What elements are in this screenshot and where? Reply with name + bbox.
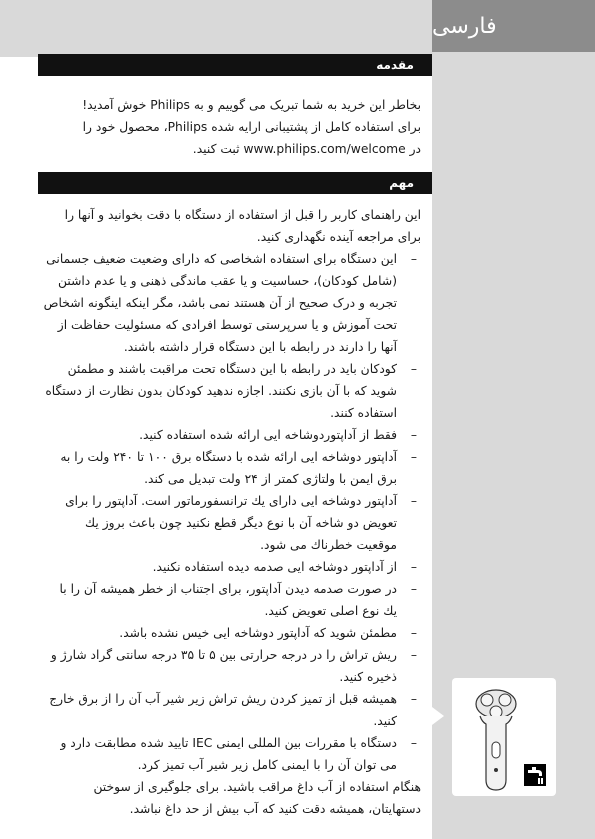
callout-pointer — [432, 707, 444, 725]
warning-list — [43, 248, 421, 776]
intro-heading-bar — [38, 54, 432, 76]
important-closing: هنگام استفاده از آب داغ مراقب باشید. برای جلوگیری از سوختن دستهایتان، همیشه دقت کنید که آب بیش از حد داغ نباشد. — [93, 780, 421, 816]
list-item: – ریش تراش را در درجه حرارتی بین ۵ تا ۳۵ درجه سانتی گراد شارژ و ذخیره کنید. — [43, 644, 421, 688]
list-item: – آداپتور دوشاخه ایی دارای یك ترانسفورماتور است. آداپتور را برای تعویض دو شاخه آن با نوع دیگر قطع نکنید چون باعث بروز یك موقعیت خطرناك می شود. — [43, 490, 421, 556]
intro-line-2: برای استفاده کامل از پشتیبانی ارایه شده Philips، محصول خود را — [82, 120, 421, 134]
water-tap-icon — [524, 764, 546, 786]
intro-heading: مقدمه — [376, 58, 414, 72]
intro-line-3: در www.philips.com/welcome ثبت کنید. — [192, 142, 421, 156]
list-item: – کودکان باید در رابطه با این دستگاه تحت مراقبت باشند و مطمئن شوید که با آن بازی نکنند. اجازه ندهید کودکان بدون نظارت از دستگاه استفاده کنند. — [43, 358, 421, 424]
language-tab — [432, 0, 595, 52]
intro-line-1: بخاطر این خرید به شما تبریک می گوییم و به Philips خوش آمدید! — [82, 98, 421, 112]
important-heading: مهم — [389, 176, 414, 190]
list-item: – در صورت صدمه دیدن آداپتور، برای اجتناب از خطر همیشه آن را با یك نوع اصلی تعویض کنید. — [43, 578, 421, 622]
important-lead: این راهنمای کاربر را قبل از استفاده از دستگاه با دقت بخوانید و آنها را برای مراجعه آینده نگهداری کنید. — [64, 208, 421, 244]
important-heading-bar — [38, 172, 432, 194]
important-section — [43, 204, 421, 820]
list-item: – همیشه قبل از تمیز کردن ریش تراش زیر شیر آب آن را از برق خارج کنید. — [43, 688, 421, 732]
language-label: فارسی — [432, 13, 497, 39]
list-item: – دستگاه با مقررات بین المللی ایمنی IEC تایید شده مطابقت دارد و می توان آن را با ایمنی کامل زیر شیر آب تمیز کرد. — [43, 732, 421, 776]
list-item: – این دستگاه برای استفاده اشخاصی که دارای وضعیت ضعیف جسمانی (شامل کودکان)، حساسیت و یا عقب ماندگی ذهنی و یا عدم داشتن تجربه و درک صحیح از آن هستند نمی باشد، مگر اینکه اینگونه اشخاص تحت آموزش و یا سرپرستی توسط افرادی که مسئولیت حفاظت از آنها را دارند در رابطه با این دستگاه قرار داشته باشند. — [43, 248, 421, 358]
list-item: – آداپتور دوشاخه ایی ارائه شده با دستگاه برق ۱۰۰ تا ۲۴۰ ولت را به برق ایمن با ولتاژی کمتر از ۲۴ ولت تبدیل می کند. — [43, 446, 421, 490]
list-item: – از آداپتور دوشاخه ایی صدمه دیده استفاده نکنید. — [43, 556, 421, 578]
list-item: – مطمئن شوید که آداپتور دوشاخه ایی خیس نشده باشد. — [43, 622, 421, 644]
shaver-illustration-panel — [452, 678, 556, 796]
list-item: – فقط از آداپتوردوشاخه ایی ارائه شده استفاده کنید. — [43, 424, 421, 446]
intro-paragraph — [43, 94, 421, 160]
